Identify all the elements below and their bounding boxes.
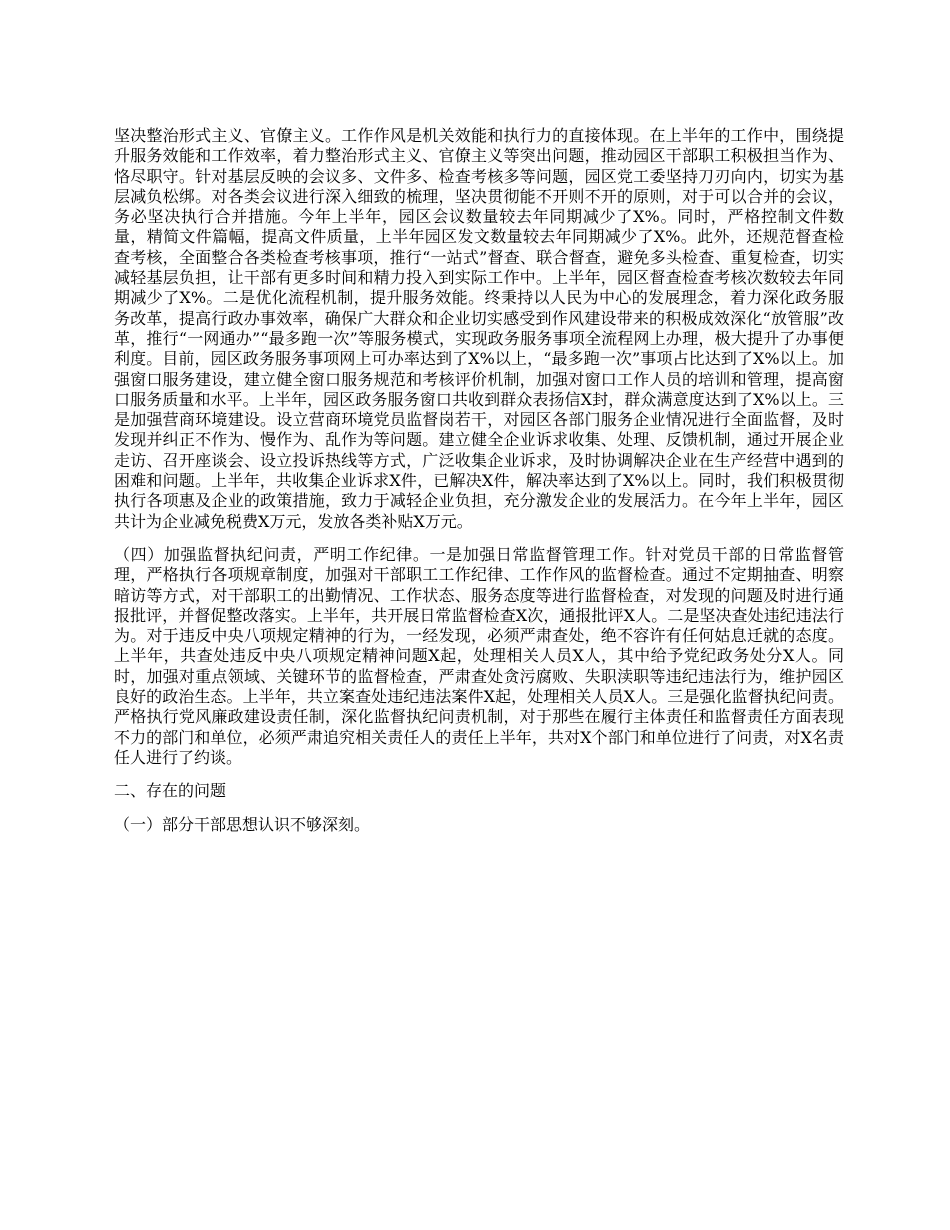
section-heading-problems: 二、存在的问题 xyxy=(114,781,227,801)
document-body xyxy=(114,126,844,848)
subheading-cadre-awareness: （一）部分干部思想认识不够深刻。 xyxy=(114,814,371,834)
paragraph-supervision-discipline: （四）加强监督执纪问责，严明工作纪律。一是加强日常监督管理工作。针对党员干部的日常监督管理，严格执行各项规章制度，加强对干部职工工作纪律、工作作风的监督检查。通过不定期抽查、明察暗访等方式，对干部职工的出勤情况、工作状态、服务态度等进行监督检查，对发现的问题及时进行通报批评，并督促整改落实。上半年，共开展日常监督检查X次，通报批评X人。二是坚决查处违纪违法行为。对于违反中央八项规定精神的行为，一经发现，必须严肃查处，绝不容许有任何姑息迁就的态度。上半年，共查处违反中央八项规定精神问题X起，处理相关人员X人，其中给予党纪政务处分X人。同时，加强对重点领域、关键环节的监督检查，严肃查处贪污腐败、失职渎职等违纪违法行为，维护园区良好的政治生态。上半年，共立案查处违纪违法案件X起，处理相关人员X人。三是强化监督执纪问责。严格执行党风廉政建设责任制，深化监督执纪问责机制，对于那些在履行主体责任和监督责任方面表现不力的部门和单位，必须严肃追究相关责任人的责任上半年，共对X个部门和单位进行了问责，对X名责任人进行了约谈。 xyxy=(114,544,844,767)
paragraph-work-style: 坚决整治形式主义、官僚主义。工作作风是机关效能和执行力的直接体现。在上半年的工作中，围绕提升服务效能和工作效率，着力整治形式主义、官僚主义等突出问题，推动园区干部职工积极担当作为、恪尽职守。针对基层反映的会议多、文件多、检查考核多等问题，园区党工委坚持刀刃向内，切实为基层减负松绑。对各类会议进行深入细致的梳理，坚决贯彻能不开则不开的原则，对于可以合并的会议，务必坚决执行合并措施。今年上半年，园区会议数量较去年同期减少了X%。同时，严格控制文件数量，精简文件篇幅，提高文件质量，上半年园区发文数量较去年同期减少了X%。此外，还规范督查检查考核，全面整合各类检查考核事项，推行“一站式”督查、联合督查，避免多头检查、重复检查，切实减轻基层负担，让干部有更多时间和精力投入到实际工作中。上半年，园区督查检查考核次数较去年同期减少了X%。二是优化流程机制，提升服务效能。终秉持以人民为中心的发展理念，着力深化政务服务改革，提高行政办事效率，确保广大群众和企业切实感受到作风建设带来的积极成效深化“放管服”改革，推行“一网通办”“最多跑一次”等服务模式，实现政务服务事项全流程网上办理，极大提升了办事便利度。目前，园区政务服务事项网上可办率达到了X%以上，“最多跑一次”事项占比达到了X%以上。加强窗口服务建设，建立健全窗口服务规范和考核评价机制，加强对窗口工作人员的培训和管理，提高窗口服务质量和水平。上半年，园区政务服务窗口共收到群众表扬信X封，群众满意度达到了X%以上。三是加强营商环境建设。设立营商环境党员监督岗若干，对园区各部门服务企业情况进行全面监督，及时发现并纠正不作为、慢作为、乱作为等问题。建立健全企业诉求收集、处理、反馈机制，通过开展企业走访、召开座谈会、设立投诉热线等方式，广泛收集企业诉求，及时协调解决企业在生产经营中遇到的困难和问题。上半年，共收集企业诉求X件，已解决X件，解决率达到了X%以上。同时，我们积极贯彻执行各项惠及企业的政策措施，致力于减轻企业负担，充分激发企业的发展活力。在今年上半年，园区共计为企业减免税费X万元，发放各类补贴X万元。 xyxy=(114,126,844,531)
